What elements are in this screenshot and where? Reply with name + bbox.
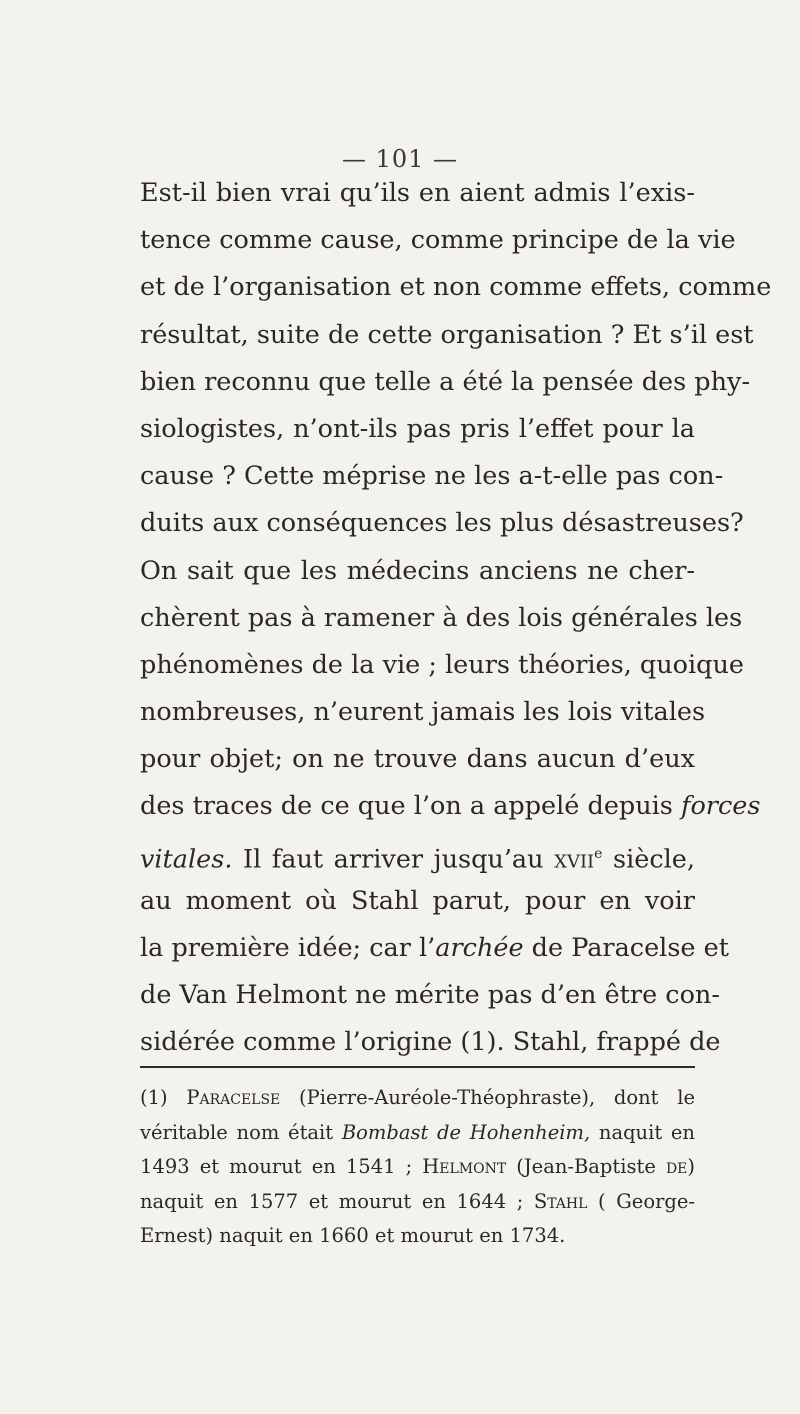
text-line [140,783,761,830]
century-numeral: xvii [554,844,595,875]
footnote-line [140,1150,695,1185]
text-run: (Jean-Baptiste [506,1155,666,1178]
footnote-separator [140,1066,695,1068]
person-name: Stahl [533,1189,588,1213]
text-line: de Van Helmont ne mérite pas d’en être con- [140,980,720,1011]
footnote-marker: (1) [140,1086,187,1109]
text-line: cause ? Cette méprise ne les a-t-elle pas con- [140,461,724,492]
italic-term: vitales. [140,844,233,875]
text-run: la première idée; car l’ [140,933,436,963]
text-line: siologistes, n’ont-ils pas pris l’effet pour la [140,413,695,444]
text-line: phénomènes de la vie ; leurs théories, quoique [140,649,745,680]
text-line [140,831,695,878]
body-text [140,170,772,1067]
text-run: de Paracelse et [523,933,729,963]
page-number: — 101 — [341,145,459,173]
text-run: siècle, [602,844,695,875]
person-name: Helmont [422,1155,507,1178]
text-run: ( George- [587,1189,696,1213]
text-line: tence comme cause, comme principe de la vie [140,225,736,256]
name-particle: de [665,1155,688,1178]
text-run: naquit en [590,1120,695,1144]
ordinal-superscript: e [594,845,603,862]
person-name: Paracelse [186,1086,281,1109]
text-line: Est-il bien vrai qu’ils en aient admis l’exis- [140,178,695,208]
italic-term: forces [681,791,761,822]
footnote-line [140,1116,695,1151]
text-run: (Pierre-Auréole-Théophraste), dont le [280,1086,696,1109]
text-line: On sait que les médecins anciens ne cher- [140,555,695,586]
text-run: Il faut arriver jusqu’au [232,844,555,875]
text-line: au moment où Stahl parut, pour en voir [140,885,695,916]
text-line: pour objet; on ne trouve dans aucun d’eux [140,744,695,775]
text-line: chèrent pas à ramener à des lois générales les [140,602,743,633]
footnote-line [140,1081,695,1116]
text-run: véritable nom était [140,1120,342,1144]
text-run: ) [687,1155,696,1178]
italic-term: archée [435,933,524,963]
text-run: naquit en 1577 et mourut en 1644 ; [140,1189,534,1213]
text-line: bien reconnu que telle a été la pensée des phy- [140,366,751,397]
footnote-line: Ernest) naquit en 1660 et mourut en 1734. [140,1224,566,1247]
text-line: résultat, suite de cette organisation ? Et s’il est [140,319,754,350]
footnote-line [140,1185,695,1220]
text-line: et de l’organisation et non comme effets, comme [140,272,772,303]
text-run: des traces de ce que l’on a appelé depuis [140,791,682,822]
text-line: nombreuses, n’eurent jamais les lois vitales [140,697,706,728]
italic-term: Bombast de Hohenheim, [341,1120,591,1144]
text-line: duits aux conséquences les plus désastreuses? [140,508,744,539]
text-line: sidérée comme l’origine (1). Stahl, frappé de [140,1027,721,1058]
footnote [140,1081,695,1254]
text-run: 1493 et mourut en 1541 ; [140,1155,423,1178]
text-line [140,925,729,972]
